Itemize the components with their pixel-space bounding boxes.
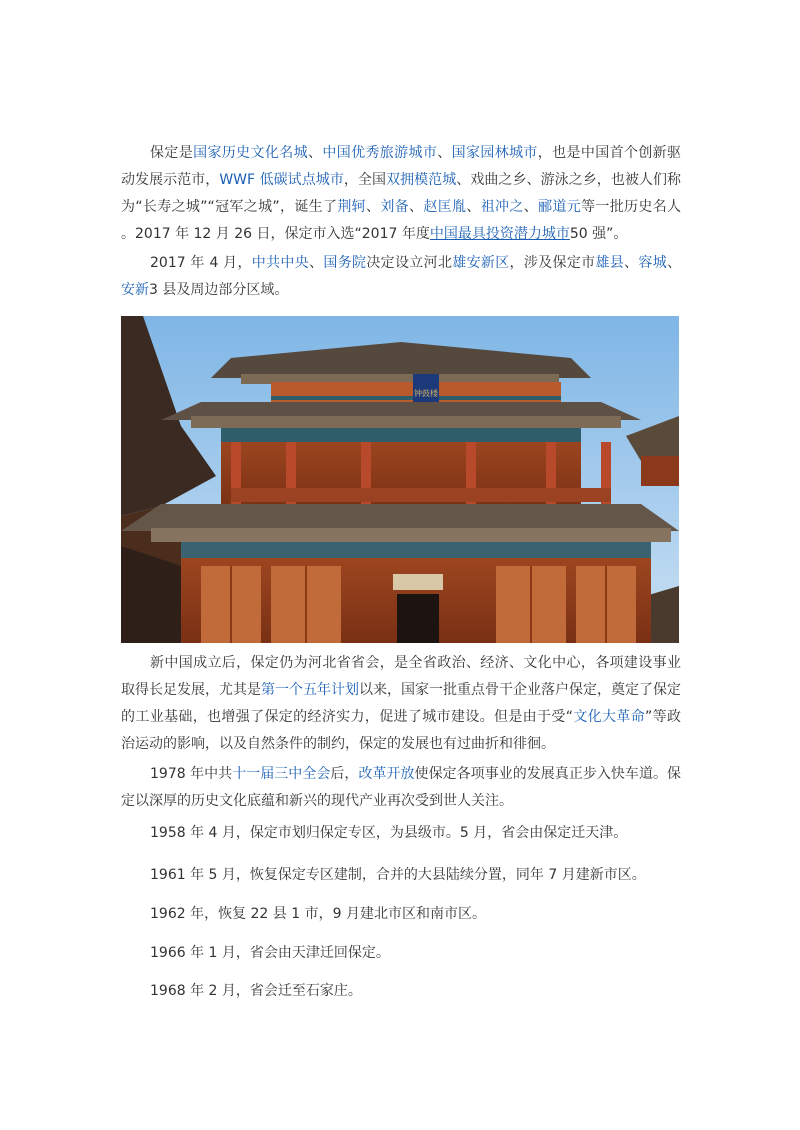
text: 、 bbox=[437, 145, 452, 161]
text: 等一批历史名人 。2017 年 12 月 26 日，保定市入选“2017 年度 bbox=[121, 199, 682, 242]
link-xiongan[interactable]: 雄安新区 bbox=[452, 255, 510, 271]
xiongan-paragraph bbox=[121, 250, 681, 304]
text: 3 县及周边部分区域。 bbox=[149, 282, 289, 298]
text: 、戏曲之乡、游泳之乡，也被人们称为“长寿之城”“冠军之城”，诞生了 bbox=[121, 172, 682, 215]
text: 决定设立河北 bbox=[366, 255, 453, 271]
timeline-item: 1966 年 1 月，省会由天津迁回保定。 bbox=[150, 945, 390, 961]
text: 2017 年 4 月， bbox=[150, 255, 252, 271]
link-lidaoyuan[interactable]: 郦道元 bbox=[538, 199, 582, 215]
reform-paragraph bbox=[121, 761, 681, 815]
text: ，也是中国首个创新驱动发展示范市， bbox=[121, 145, 682, 188]
link-state-council[interactable]: 国务院 bbox=[323, 255, 367, 271]
link-anxin[interactable]: 安新 bbox=[121, 282, 149, 298]
text: 保定是 bbox=[150, 145, 194, 161]
link-zuchongzhi[interactable]: 祖冲之 bbox=[480, 199, 524, 215]
intro-paragraph bbox=[121, 140, 681, 248]
link-zhaokuangyin[interactable]: 赵匡胤 bbox=[423, 199, 467, 215]
link-wwf-lowcarbon[interactable]: WWF 低碳试点城市 bbox=[219, 172, 344, 188]
text: 、 bbox=[309, 255, 324, 271]
link-cultural-revolution[interactable]: 文化大革命 bbox=[572, 709, 646, 725]
drum-tower-illustration bbox=[121, 316, 679, 643]
link-tourism-city[interactable]: 中国优秀旅游城市 bbox=[322, 145, 438, 161]
link-rongcheng[interactable]: 容城 bbox=[638, 255, 668, 271]
link-garden-city[interactable]: 国家园林城市 bbox=[451, 145, 538, 161]
text: 、 bbox=[409, 199, 424, 215]
timeline-item: 1958 年 4 月，保定市划归保定专区，为县级市。5 月，省会由保定迁天津。 bbox=[150, 825, 628, 841]
link-historic-city[interactable]: 国家历史文化名城 bbox=[193, 145, 308, 161]
timeline-item: 1962 年，恢复 22 县 1 市，9 月建北市区和南市区。 bbox=[150, 906, 486, 922]
timeline-item: 1961 年 5 月，恢复保定专区建制，合并的大县陆续分置，同年 7 月建新市区。 bbox=[150, 867, 646, 883]
link-investment-potential[interactable]: 中国最具投资潜力城市 bbox=[429, 226, 570, 242]
link-central-committee[interactable]: 中共中央 bbox=[251, 255, 310, 271]
text: 、 bbox=[366, 199, 381, 215]
text: 后， bbox=[330, 766, 359, 782]
text: 使保定各项事业的发展真正步入快车道。保定以深厚的历史文化底蕴和新兴的现代产业再次受到世人关注。 bbox=[121, 766, 682, 809]
prc-founding-paragraph bbox=[121, 650, 681, 758]
text: 、 bbox=[667, 255, 682, 271]
text: 新中国成立后，保定仍为河北省省会，是全省政治、经济、文化中心，各项建设事业取得长足发展，尤其是 bbox=[121, 655, 681, 698]
link-first-five-year-plan[interactable]: 第一个五年计划 bbox=[261, 682, 359, 698]
link-jingke[interactable]: 荆轲 bbox=[337, 199, 367, 215]
text: ”等政治运动的影响，以及自然条件的制约，保定的发展也有过曲折和徘徊。 bbox=[121, 709, 681, 752]
text: 50 强”。 bbox=[569, 226, 628, 242]
link-liubei[interactable]: 刘备 bbox=[380, 199, 410, 215]
text: 以来，国家一批重点骨干企业落户保定，奠定了保定的工业基础，也增强了保定的经济实力，促进了城市建设。但是由于受“ bbox=[121, 682, 681, 725]
link-reform-opening[interactable]: 改革开放 bbox=[358, 766, 415, 782]
link-third-plenum[interactable]: 十一届三中全会 bbox=[232, 766, 331, 782]
link-double-support[interactable]: 双拥模范城 bbox=[386, 172, 457, 188]
link-xiongxian[interactable]: 雄县 bbox=[595, 255, 625, 271]
drum-tower-photo bbox=[121, 316, 679, 643]
text: 、 bbox=[624, 255, 639, 271]
text: ，全国 bbox=[343, 172, 387, 188]
plaque-text: 钟鼓楼 bbox=[414, 389, 438, 398]
text: ，涉及保定市 bbox=[509, 255, 596, 271]
text: 、 bbox=[307, 145, 323, 161]
text: 1978 年中共 bbox=[150, 766, 233, 782]
timeline-item: 1968 年 2 月，省会迁至石家庄。 bbox=[150, 983, 362, 999]
text: 、 bbox=[523, 199, 539, 215]
text: 、 bbox=[466, 199, 481, 215]
